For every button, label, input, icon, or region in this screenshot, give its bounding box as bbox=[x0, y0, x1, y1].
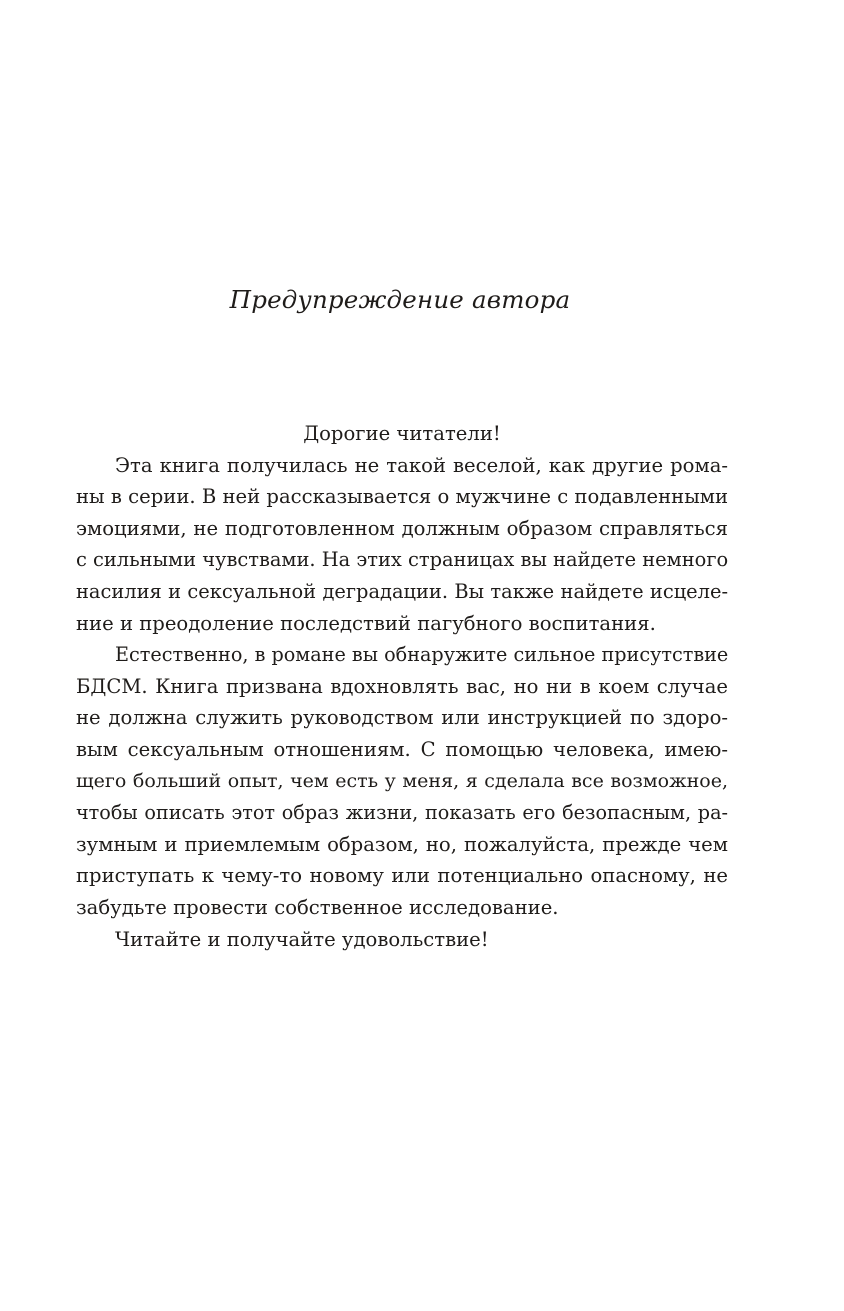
paragraph-line: зумным и приемлемым образом, но, пожалуйста, прежде чем bbox=[76, 832, 728, 856]
paragraph-line: приступать к чему-то новому или потенциально опасному, не bbox=[76, 864, 728, 888]
paragraph-line: эмоциями, не подготовленном должным образом справляться bbox=[76, 516, 728, 540]
paragraph-2 bbox=[76, 639, 728, 923]
greeting: Дорогие читатели! bbox=[303, 422, 501, 445]
paragraph-line: Эта книга получилась не такой веселой, как другие рома- bbox=[115, 453, 728, 477]
paragraph-3 bbox=[76, 924, 728, 956]
paragraph-line: щего больший опыт, чем есть у меня, я сделала все возможное, bbox=[76, 769, 728, 792]
page-title: Предупреждение автора bbox=[229, 285, 571, 314]
paragraph-line: насилия и сексуальной деградации. Вы также найдете исцеле- bbox=[76, 579, 728, 603]
body-text bbox=[76, 418, 728, 955]
paragraph-line: ны в серии. В ней рассказывается о мужчине с подавленными bbox=[76, 485, 729, 509]
paragraph-line: вым сексуальным отношениям. С помощью человека, имею- bbox=[76, 737, 728, 761]
paragraph-line: не должна служить руководством или инструкцией по здоро- bbox=[76, 706, 728, 730]
paragraph-line: чтобы описать этот образ жизни, показать его безопасным, ра- bbox=[76, 801, 728, 825]
paragraph-line: БДСМ. Книга призвана вдохновлять вас, но ни в коем случае bbox=[76, 674, 728, 698]
paragraph-line: Читайте и получайте удовольствие! bbox=[115, 927, 489, 951]
paragraph-line: ние и преодоление последствий пагубного воспитания. bbox=[76, 611, 656, 635]
paragraph-line: Естественно, в романе вы обнаружите сильное присутствие bbox=[115, 643, 729, 667]
paragraph-1 bbox=[76, 450, 728, 640]
paragraph-line: забудьте провести собственное исследование. bbox=[76, 895, 559, 919]
paragraph-line: с сильными чувствами. На этих страницах вы найдете немного bbox=[76, 548, 729, 572]
